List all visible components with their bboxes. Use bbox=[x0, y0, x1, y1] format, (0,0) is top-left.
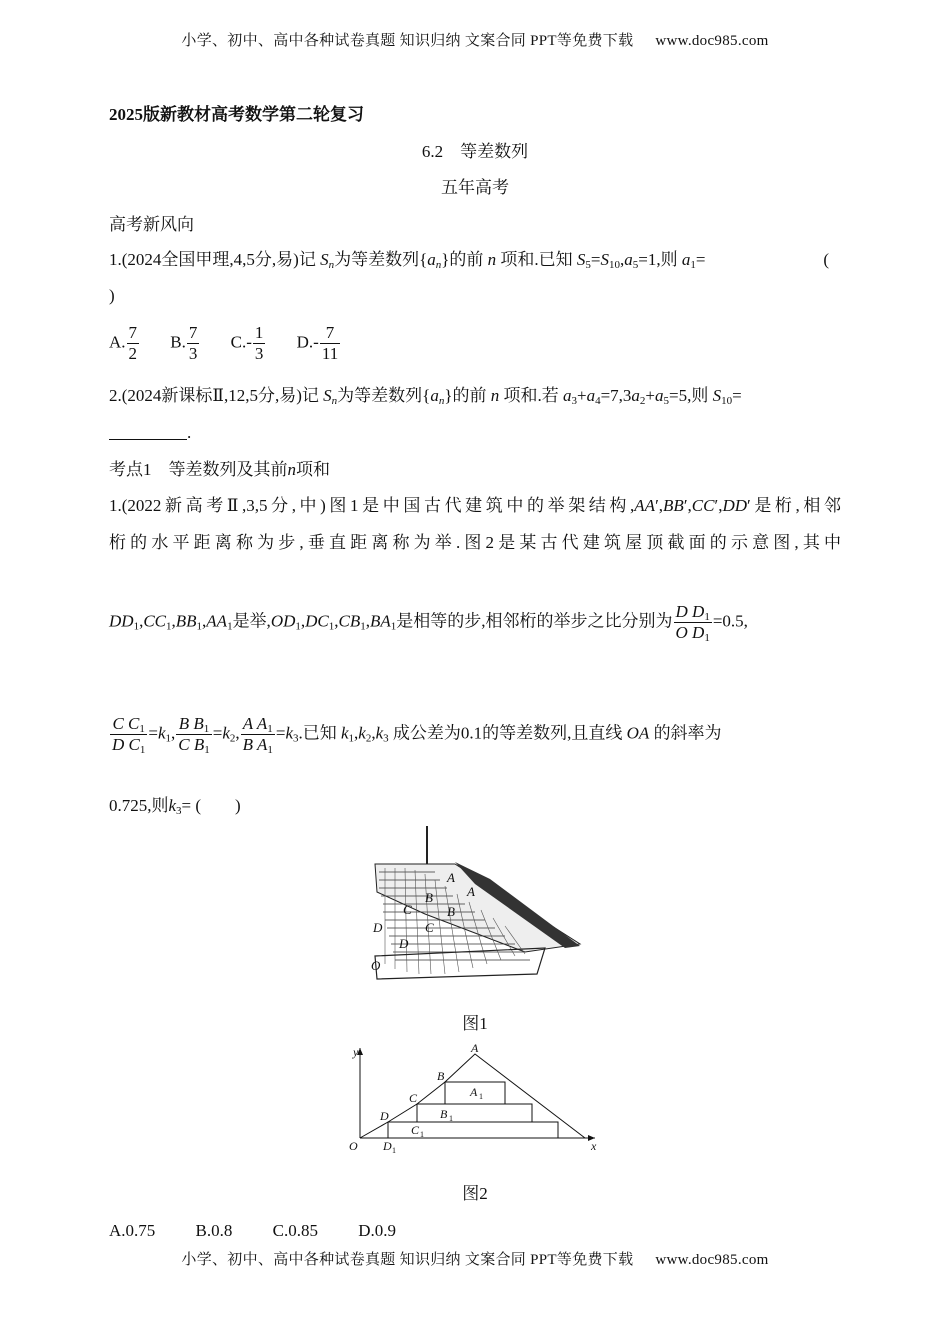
fraction-dd1-od1: $\frac{D D_1}{O D_1}$ bbox=[675, 602, 710, 644]
section-title: 6.2 等差数列 bbox=[421, 142, 529, 161]
fig2-label-o: O bbox=[349, 1139, 358, 1153]
q1-text1: 为等差数列{ bbox=[334, 250, 428, 269]
doc-title: 2025版新教材高考数学第二轮复习 bbox=[109, 105, 364, 124]
fig2-label-a1: A bbox=[470, 1085, 478, 1099]
fig2-label-a: A bbox=[471, 1042, 479, 1055]
q1-paren-close: ) bbox=[109, 286, 115, 305]
fig1-label-a: A bbox=[467, 884, 475, 899]
q2-source: 2.(2024新课标Ⅱ,12,5分,易)记 bbox=[109, 386, 319, 405]
q1-option-d[interactable]: D.- $\frac{7}{11}$ bbox=[296, 323, 339, 363]
svg-text:1: 1 bbox=[392, 1146, 396, 1155]
svg-text:1: 1 bbox=[479, 1092, 483, 1101]
fig1-label-c-prime: C bbox=[403, 902, 412, 917]
q1-option-a[interactable]: A. $\frac{7}{2}$ bbox=[109, 323, 138, 363]
fig1-label-b: B bbox=[447, 904, 455, 919]
figure-1-roof-photo bbox=[365, 824, 590, 984]
q2-answer-line: . bbox=[109, 421, 841, 445]
fig2-label-b1: B bbox=[440, 1107, 448, 1121]
fig2-axis-y: y bbox=[353, 1045, 359, 1059]
p3-option-a[interactable]: A.0.75 bbox=[109, 1221, 156, 1240]
header-text: 小学、初中、高中各种试卷真题 知识归纳 文案合同 PPT等免费下载 bbox=[181, 33, 634, 49]
q1-cond: =1,则 bbox=[638, 250, 678, 269]
p3-option-c[interactable]: C.0.85 bbox=[272, 1221, 318, 1240]
subsection-title: 五年高考 bbox=[441, 178, 509, 197]
part-label: 高考新风向 bbox=[109, 215, 194, 234]
fig2-label-d1: D bbox=[383, 1139, 392, 1153]
page-header bbox=[0, 29, 950, 50]
q1-source: 1.(2024全国甲理,4,5分,易)记 bbox=[109, 250, 316, 269]
footer-url[interactable]: www.doc985.com bbox=[655, 1252, 769, 1268]
fig2-axis-x: x bbox=[591, 1139, 597, 1153]
figure-2-caption: 图2 bbox=[462, 1184, 488, 1203]
fig2-label-d: D bbox=[380, 1109, 389, 1123]
p3-line5: 0.725,则$k_3=$ ( ) bbox=[109, 796, 241, 817]
q2-blank[interactable] bbox=[109, 423, 187, 440]
fig1-label-o: O bbox=[371, 958, 381, 973]
fig1-label-a-prime: A bbox=[447, 870, 455, 885]
question-2: 2.(2024新课标Ⅱ,12,5分,易)记 $S_n$为等差数列$\{a_n\}$的前 n 项和.若 $a_3+a_4=7,3a_2+a_5=5$,则 $S_{10}=$ bbox=[109, 386, 742, 407]
figure-1-caption: 图1 bbox=[462, 1014, 488, 1033]
p3-option-d[interactable]: D.0.9 bbox=[358, 1221, 396, 1240]
key-point-1: 考点1 等差数列及其前n项和 bbox=[109, 460, 330, 479]
q1-paren-open: ( bbox=[823, 250, 829, 269]
svg-text:1: 1 bbox=[449, 1114, 453, 1123]
fig2-label-c: C bbox=[409, 1091, 418, 1105]
fig2-label-b: B bbox=[437, 1069, 445, 1083]
q1-text3: 项和.已知 bbox=[500, 250, 573, 269]
fig1-label-b-prime: B bbox=[425, 890, 433, 905]
question-1: 1.(2024全国甲理,4,5分,易)记 $S_n$为等差数列$\{a_n\}$的前 n 项和.已知 $S_5=S_{10},a_5=1$,则 $a_1=$ ( bbox=[109, 250, 829, 271]
fig2-label-c1: C bbox=[411, 1123, 420, 1137]
q1-eq: = bbox=[695, 250, 706, 269]
p3-line3: $DD_1,CC_1,BB_1,AA_1$是举$,OD_1,DC_1,CB_1,BA_1$是相等的步,相邻桁的举步之比分别为 $\frac{D D_1}{O D_1}$ =0.5, bbox=[109, 602, 748, 644]
p3-line2: 桁的水平距离称为步,垂直距离称为举.图2是某古代建筑屋顶截面的示意图,其中 bbox=[109, 533, 841, 552]
header-url[interactable]: www.doc985.com bbox=[655, 33, 769, 49]
q1-options bbox=[109, 323, 841, 364]
p3-line1: 1.(2022新高考Ⅱ,3,5分,中)图1是中国古代建筑中的举架结构,AA′,BB′,CC′,DD′是桁,相邻 bbox=[109, 496, 841, 515]
p3-line4: $\frac{C C_1}{D C_1}$ $=k_1$, $\frac{B B_1}{C B_1}$ $=k_2$, $\frac{A A_1}{B A_1}$ $=k_3$.已知 $k_1,k_2,k_3$ 成公差为0.1的等差数列,且直线 OA 的斜率为 bbox=[112, 714, 722, 756]
q1-option-b[interactable]: B. $\frac{7}{3}$ bbox=[170, 323, 198, 363]
fig1-label-d-prime: D bbox=[373, 920, 383, 935]
page-footer bbox=[0, 1248, 950, 1269]
p3-option-b[interactable]: B.0.8 bbox=[195, 1221, 233, 1240]
p3-options bbox=[109, 1219, 841, 1243]
footer-text: 小学、初中、高中各种试卷真题 知识归纳 文案合同 PPT等免费下载 bbox=[181, 1252, 634, 1268]
fig1-label-d: D bbox=[399, 936, 409, 951]
q1-text2: }的前 bbox=[441, 250, 484, 269]
q1-option-c[interactable]: C.- $\frac{1}{3}$ bbox=[230, 323, 264, 363]
fig1-label-c: C bbox=[425, 920, 434, 935]
figure-2-diagram bbox=[345, 1042, 605, 1160]
svg-text:1: 1 bbox=[420, 1130, 424, 1139]
